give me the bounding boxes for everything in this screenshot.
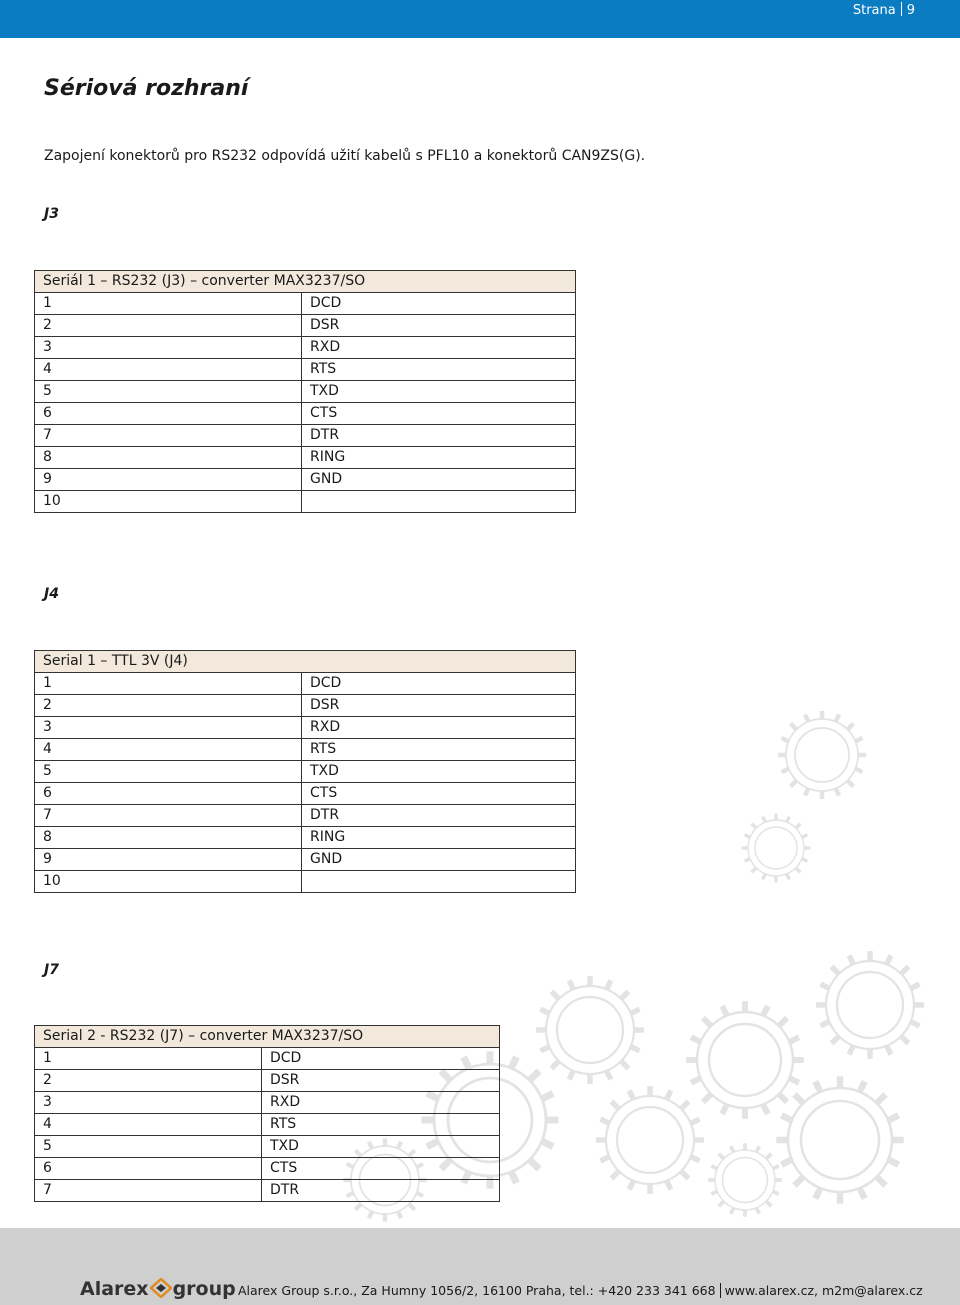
pin-number: 8 — [35, 827, 302, 849]
pin-signal: CTS — [302, 783, 576, 805]
pin-signal: GND — [302, 469, 576, 491]
gear-icon — [742, 814, 811, 883]
table-header-row — [35, 651, 576, 673]
table-row — [35, 293, 576, 315]
pin-number: 8 — [35, 447, 302, 469]
pin-signal: DTR — [302, 805, 576, 827]
table-title: Serial 1 – TTL 3V (J4) — [35, 651, 576, 673]
table-row — [35, 1136, 500, 1158]
footer-bar — [0, 1228, 960, 1305]
pin-signal: RING — [302, 447, 576, 469]
table-row — [35, 695, 576, 717]
table-row — [35, 849, 576, 871]
page-label: Strana — [852, 3, 896, 18]
pin-table-j4 — [34, 650, 576, 893]
pin-signal: RXD — [302, 337, 576, 359]
pin-signal: CTS — [302, 403, 576, 425]
gear-icon — [816, 951, 924, 1059]
gear-icon — [776, 1076, 903, 1203]
table-row — [35, 447, 576, 469]
pin-number: 1 — [35, 293, 302, 315]
table-row — [35, 469, 576, 491]
gear-icon — [536, 976, 644, 1084]
gear-icon — [708, 1143, 782, 1217]
table-row — [35, 403, 576, 425]
pin-signal — [302, 491, 576, 513]
footer-contact — [238, 1283, 923, 1298]
pin-signal: RXD — [262, 1092, 500, 1114]
page-separator — [901, 2, 902, 16]
table-row — [35, 673, 576, 695]
diamond-icon — [150, 1278, 172, 1298]
logo-text-left: Alarex — [80, 1278, 149, 1300]
pin-number: 7 — [35, 1180, 262, 1202]
table-row — [35, 827, 576, 849]
pin-signal: RXD — [302, 717, 576, 739]
pin-number: 6 — [35, 1158, 262, 1180]
pin-number: 9 — [35, 849, 302, 871]
website-link[interactable]: www.alarex.cz, — [724, 1283, 818, 1298]
pin-signal: TXD — [302, 381, 576, 403]
table-row — [35, 805, 576, 827]
gear-icon — [596, 1086, 704, 1194]
pin-number: 3 — [35, 717, 302, 739]
table-row — [35, 491, 576, 513]
pin-signal: RTS — [262, 1114, 500, 1136]
section-label-j7: J7 — [44, 962, 59, 978]
table-row — [35, 315, 576, 337]
pin-number: 4 — [35, 1114, 262, 1136]
pin-number: 3 — [35, 1092, 262, 1114]
pin-table-j3 — [34, 270, 576, 513]
pin-number: 4 — [35, 359, 302, 381]
pin-number: 4 — [35, 739, 302, 761]
company-logo — [80, 1278, 236, 1300]
pin-number: 5 — [35, 381, 302, 403]
pin-table-j7 — [34, 1025, 500, 1202]
pin-number: 7 — [35, 425, 302, 447]
company-address: Alarex Group s.r.o., Za Humny 1056/2, 16100 Praha, tel.: +420 233 341 668 — [238, 1283, 716, 1298]
table-row — [35, 1114, 500, 1136]
table-row — [35, 337, 576, 359]
pin-number: 2 — [35, 315, 302, 337]
pin-signal — [302, 871, 576, 893]
pin-signal: DCD — [302, 293, 576, 315]
table-row — [35, 1180, 500, 1202]
pin-number: 6 — [35, 783, 302, 805]
table-row — [35, 739, 576, 761]
pin-signal: DSR — [262, 1070, 500, 1092]
pin-number: 3 — [35, 337, 302, 359]
pin-number: 5 — [35, 761, 302, 783]
pin-signal: TXD — [262, 1136, 500, 1158]
page-number — [853, 2, 915, 18]
pin-signal: DCD — [262, 1048, 500, 1070]
footer-separator — [720, 1283, 721, 1298]
section-label-j4: J4 — [44, 586, 59, 602]
pin-signal: GND — [302, 849, 576, 871]
table-row — [35, 783, 576, 805]
table-row — [35, 871, 576, 893]
pin-number: 10 — [35, 871, 302, 893]
page-number-value: 9 — [906, 3, 915, 18]
pin-number: 1 — [35, 1048, 262, 1070]
table-header-row — [35, 271, 576, 293]
pin-number: 5 — [35, 1136, 262, 1158]
pin-number: 7 — [35, 805, 302, 827]
pin-number: 2 — [35, 695, 302, 717]
table-row — [35, 1070, 500, 1092]
section-label-j3: J3 — [44, 206, 59, 222]
gear-icon — [778, 711, 866, 799]
pin-number: 2 — [35, 1070, 262, 1092]
table-title: Serial 2 - RS232 (J7) – converter MAX3237/SO — [35, 1026, 500, 1048]
email-link[interactable]: m2m@alarex.cz — [821, 1283, 923, 1298]
pin-number: 6 — [35, 403, 302, 425]
table-row — [35, 1048, 500, 1070]
pin-number: 1 — [35, 673, 302, 695]
table-row — [35, 1158, 500, 1180]
pin-signal: TXD — [302, 761, 576, 783]
pin-signal: RTS — [302, 359, 576, 381]
pin-signal: DTR — [302, 425, 576, 447]
pin-number: 9 — [35, 469, 302, 491]
pin-signal: CTS — [262, 1158, 500, 1180]
table-title: Seriál 1 – RS232 (J3) – converter MAX3237/SO — [35, 271, 576, 293]
pin-signal: DSR — [302, 315, 576, 337]
intro-text: Zapojení konektorů pro RS232 odpovídá užití kabelů s PFL10 a konektorů CAN9ZS(G). — [44, 148, 646, 164]
pin-signal: DCD — [302, 673, 576, 695]
table-row — [35, 1092, 500, 1114]
table-row — [35, 425, 576, 447]
page-title: Sériová rozhraní — [44, 76, 249, 101]
table-row — [35, 717, 576, 739]
pin-number: 10 — [35, 491, 302, 513]
pin-signal: DTR — [262, 1180, 500, 1202]
header-bar — [0, 0, 960, 38]
pin-signal: DSR — [302, 695, 576, 717]
pin-signal: RTS — [302, 739, 576, 761]
gear-icon — [686, 1001, 804, 1119]
table-row — [35, 761, 576, 783]
table-row — [35, 359, 576, 381]
pin-signal: RING — [302, 827, 576, 849]
table-row — [35, 381, 576, 403]
table-header-row — [35, 1026, 500, 1048]
logo-text-right: group — [172, 1278, 236, 1300]
